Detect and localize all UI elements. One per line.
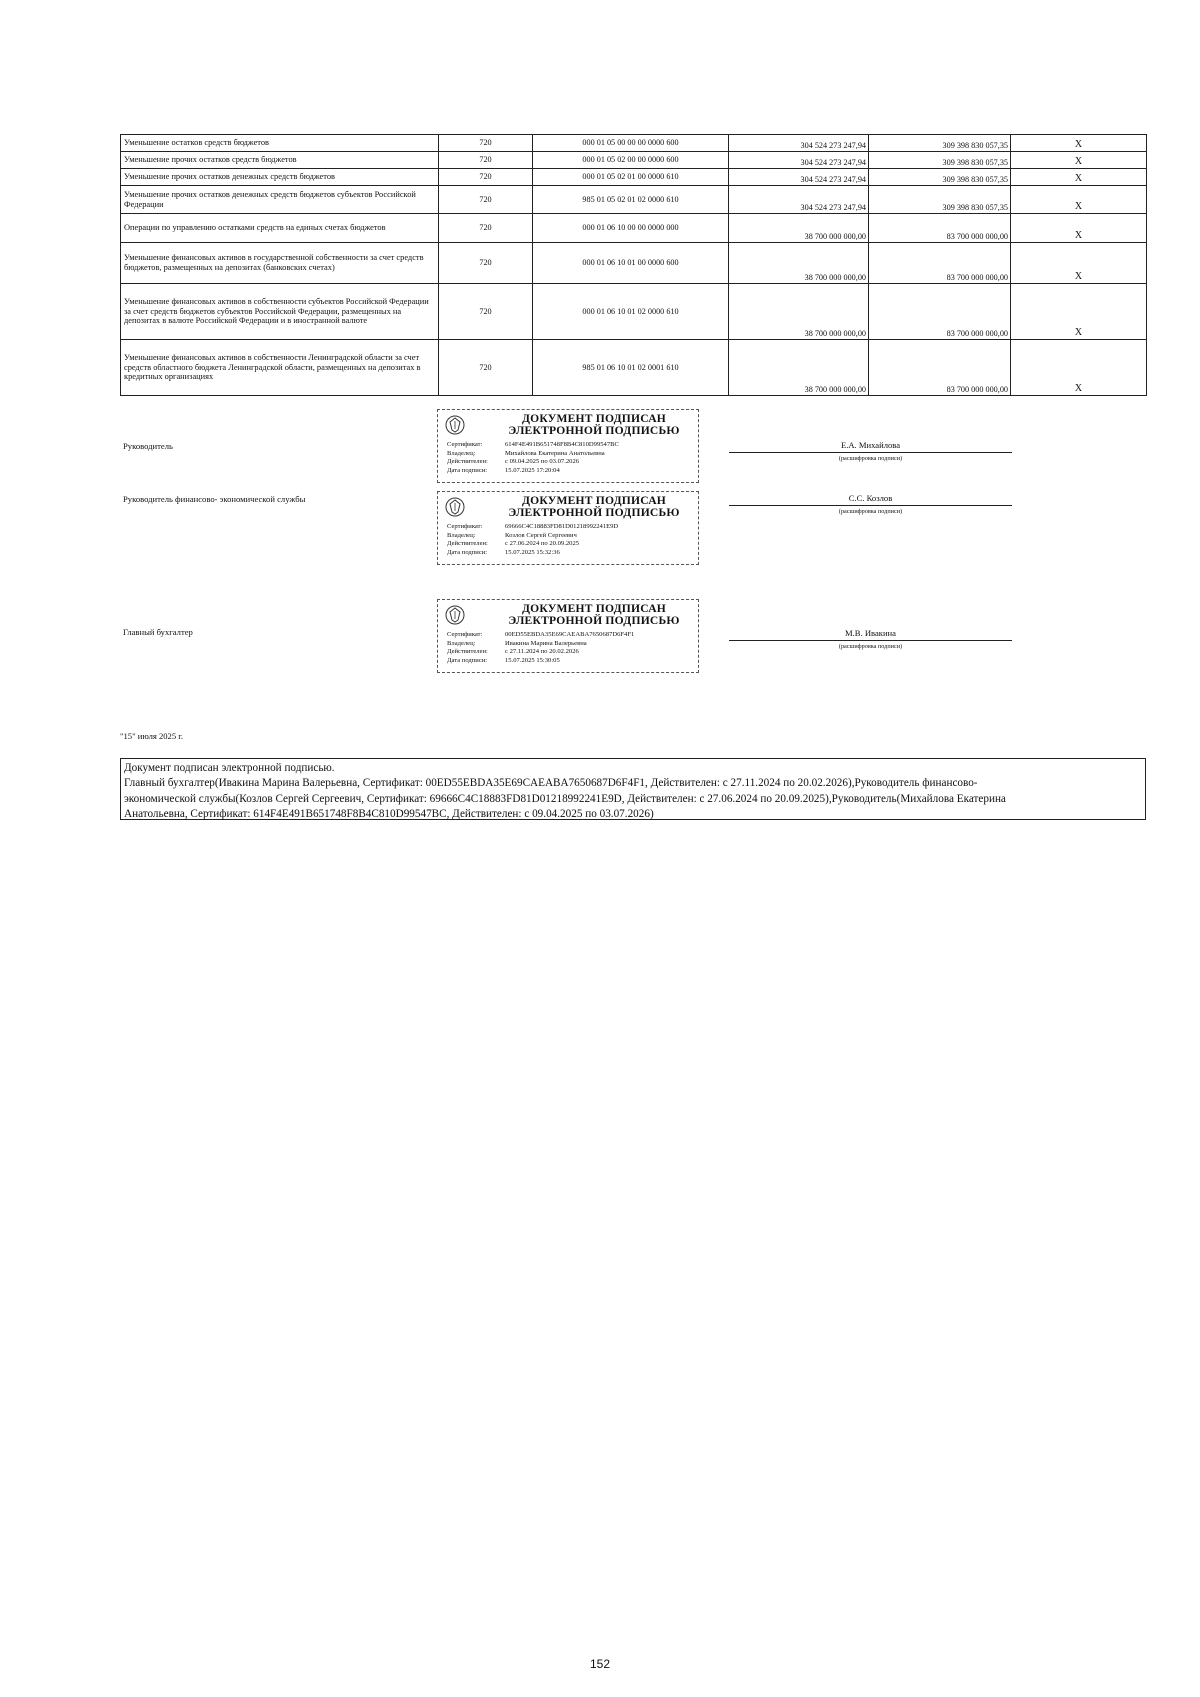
e-signature-stamp <box>437 491 699 565</box>
row-mark: X <box>1011 284 1147 340</box>
row-budget-code: 000 01 06 10 01 02 0000 610 <box>533 284 729 340</box>
signer-name: С.С. Козлов <box>848 493 893 503</box>
row-mark: X <box>1011 340 1147 396</box>
signature-caption: (расшифровка подписи) <box>838 643 903 650</box>
row-value-b: 309 398 830 057,35 <box>869 135 1011 152</box>
row-name: Уменьшение остатков средств бюджетов <box>121 135 439 152</box>
row-mark: X <box>1011 152 1147 169</box>
row-code: 720 <box>439 152 533 169</box>
stamp-heading: ДОКУМЕНТ ПОДПИСАН ЭЛЕКТРОННОЙ ПОДПИСЬЮ <box>508 494 680 519</box>
cert-owner: Козлов Сергей Сергеевич <box>505 531 577 539</box>
row-value-b: 309 398 830 057,35 <box>869 186 1011 214</box>
stamp-details: Сертификат: 00ED55EBDA35E69CAEABA7650687D6F4F1 Владелец: Ивакина Марина Валерьевна Действителен: с 27.11.2024 по 20.02.2026 Дата подписи: 15.07.2025 15:30:05 <box>447 631 635 664</box>
row-value-a: 304 524 273 247,94 <box>729 169 869 186</box>
row-value-b: 83 700 000 000,00 <box>869 243 1011 284</box>
row-value-a: 38 700 000 000,00 <box>729 340 869 396</box>
note-line: Документ подписан электронной подписью. <box>124 762 335 774</box>
stamp-heading: ДОКУМЕНТ ПОДПИСАН ЭЛЕКТРОННОЙ ПОДПИСЬЮ <box>508 602 680 627</box>
row-name: Операции по управлению остатками средств на единых счетах бюджетов <box>121 214 439 243</box>
signature-line <box>729 505 1012 506</box>
coat-of-arms-icon <box>444 414 466 436</box>
table-row <box>121 284 1147 340</box>
row-value-b: 83 700 000 000,00 <box>869 214 1011 243</box>
e-signature-note <box>120 758 1146 820</box>
row-name: Уменьшение прочих остатков денежных средств бюджетов <box>121 169 439 186</box>
row-value-a: 304 524 273 247,94 <box>729 186 869 214</box>
signature-caption: (расшифровка подписи) <box>838 455 903 462</box>
cert-validity: с 09.04.2025 по 03.07.2026 <box>505 458 580 466</box>
row-code: 720 <box>439 284 533 340</box>
note-line: Анатольевна, Сертификат: 614F4E491B651748F8B4C810D99547BC, Действителен: с 09.04.2025 по 03.07.2026) <box>124 807 654 820</box>
row-budget-code: 000 01 06 10 01 00 0000 600 <box>533 243 729 284</box>
table-row <box>121 243 1147 284</box>
signer-name: Е.А. Михайлова <box>840 440 901 450</box>
row-budget-code: 000 01 05 00 00 00 0000 600 <box>533 135 729 152</box>
row-value-b: 83 700 000 000,00 <box>869 284 1011 340</box>
row-value-b: 83 700 000 000,00 <box>869 340 1011 396</box>
signature-line <box>729 452 1012 453</box>
stamp-heading: ДОКУМЕНТ ПОДПИСАН ЭЛЕКТРОННОЙ ПОДПИСЬЮ <box>508 412 680 437</box>
row-budget-code: 000 01 05 02 00 00 0000 600 <box>533 152 729 169</box>
signer-role: Руководитель <box>123 441 173 451</box>
row-budget-code: 000 01 05 02 01 00 0000 610 <box>533 169 729 186</box>
note-line: Главный бухгалтер(Ивакина Марина Валерьевна, Сертификат: 00ED55EBDA35E69CAEABA7650687D6F4F1, Действителен: с 27.11.2024 по 20.02.2026),Руководитель финансово- <box>124 777 978 790</box>
cert-validity: с 27.11.2024 по 20.02.2026 <box>505 648 579 656</box>
cert-serial: 69666C4C18883FD81D01218992241E9D <box>505 523 619 530</box>
row-code: 720 <box>439 214 533 243</box>
signer-role: Руководитель финансово- экономической службы <box>123 494 306 504</box>
row-name: Уменьшение финансовых активов в государственной собственности за счет средств бюджетов, размещенных на депозитах (банковских счетах) <box>121 243 439 284</box>
row-name: Уменьшение прочих остатков денежных средств бюджетов субъектов Российской Федерации <box>121 186 439 214</box>
signing-date: 15.07.2025 15:30:05 <box>505 656 560 664</box>
stamp-details: Сертификат: 69666C4C18883FD81D01218992241E9D Владелец: Козлов Сергей Сергеевич Действителен: с 27.06.2024 по 20.09.2025 Дата подписи: 15.07.2025 15:32:36 <box>447 523 619 556</box>
signature-caption: (расшифровка подписи) <box>838 508 903 515</box>
e-signature-stamp <box>437 409 699 483</box>
signature-line <box>729 640 1012 641</box>
row-mark: X <box>1011 214 1147 243</box>
signing-date: 15.07.2025 15:32:36 <box>505 548 560 556</box>
row-value-a: 38 700 000 000,00 <box>729 214 869 243</box>
row-value-a: 38 700 000 000,00 <box>729 284 869 340</box>
row-code: 720 <box>439 135 533 152</box>
cert-serial: 00ED55EBDA35E69CAEABA7650687D6F4F1 <box>505 631 635 638</box>
row-mark: X <box>1011 186 1147 214</box>
row-mark: X <box>1011 169 1147 186</box>
row-budget-code: 985 01 06 10 01 02 0001 610 <box>533 340 729 396</box>
row-name: Уменьшение финансовых активов в собственности субъектов Российской Федерации за счет средств бюджетов субъектов Российской Федерации, размещенных на депозитах в валюте Российской Федерации и в иностранной валюте <box>121 284 439 340</box>
cert-owner: Ивакина Марина Валерьевна <box>505 639 587 647</box>
stamp-details: Сертификат: 614F4E491B651748F8B4C810D99547BC Владелец: Михайлова Екатерина Анатольевна Действителен: с 09.04.2025 по 03.07.2026 Дата подписи: 15.07.2025 17:20:04 <box>447 441 619 474</box>
coat-of-arms-icon <box>444 604 466 626</box>
e-signature-stamp <box>437 599 699 673</box>
row-budget-code: 000 01 06 10 00 00 0000 000 <box>533 214 729 243</box>
row-value-a: 304 524 273 247,94 <box>729 135 869 152</box>
row-name: Уменьшение финансовых активов в собственности Ленинградской области за счет средств областного бюджета Ленинградской области, размещенных на депозитах в кредитных организациях <box>121 340 439 396</box>
cert-validity: с 27.06.2024 по 20.09.2025 <box>505 540 580 548</box>
cert-owner: Михайлова Екатерина Анатольевна <box>505 449 605 457</box>
table-row <box>121 135 1147 152</box>
page-number: 152 <box>589 1657 611 1671</box>
row-code: 720 <box>439 169 533 186</box>
signer-name: М.В. Ивакина <box>845 628 896 638</box>
signing-date: 15.07.2025 17:20:04 <box>505 466 560 474</box>
row-value-b: 309 398 830 057,35 <box>869 169 1011 186</box>
signer-role: Главный бухгалтер <box>123 627 193 637</box>
row-code: 720 <box>439 186 533 214</box>
table-row <box>121 186 1147 214</box>
table-row <box>121 340 1147 396</box>
row-value-a: 304 524 273 247,94 <box>729 152 869 169</box>
cert-serial: 614F4E491B651748F8B4C810D99547BC <box>505 441 619 448</box>
table-row <box>121 169 1147 186</box>
document-date: "15" июля 2025 г. <box>120 731 183 741</box>
row-budget-code: 985 01 05 02 01 02 0000 610 <box>533 186 729 214</box>
coat-of-arms-icon <box>444 496 466 518</box>
row-mark: X <box>1011 135 1147 152</box>
row-value-b: 309 398 830 057,35 <box>869 152 1011 169</box>
row-code: 720 <box>439 243 533 284</box>
table-row <box>121 214 1147 243</box>
row-mark: X <box>1011 243 1147 284</box>
row-value-a: 38 700 000 000,00 <box>729 243 869 284</box>
row-code: 720 <box>439 340 533 396</box>
note-line: экономической службы(Козлов Сергей Сергеевич, Сертификат: 69666C4C18883FD81D01218992241E9D, Действителен: с 27.06.2024 по 20.09.2025),Руководитель(Михайлова Екатерина <box>124 792 1006 805</box>
budget-table <box>120 134 1147 396</box>
row-name: Уменьшение прочих остатков средств бюджетов <box>121 152 439 169</box>
table-row <box>121 152 1147 169</box>
